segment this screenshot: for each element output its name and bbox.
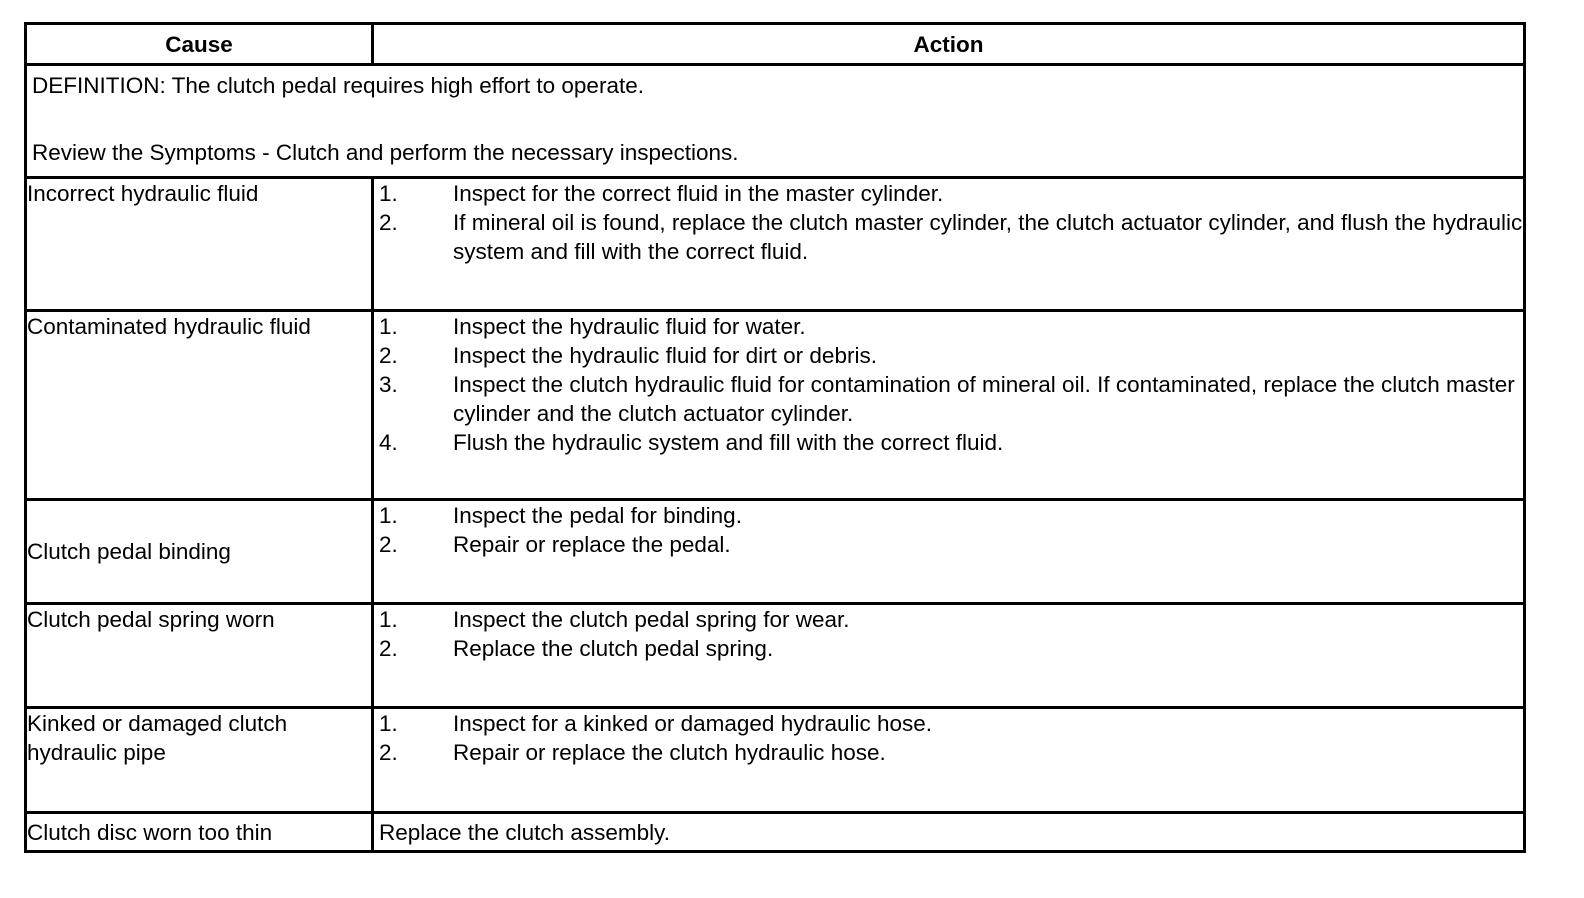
action-cell [373,178,1525,311]
action-cell [373,708,1525,813]
diagnostic-table [24,22,1526,853]
step-number: 2. [379,740,398,765]
action-step [374,428,1523,457]
step-number: 1. [379,503,398,528]
step-text: Inspect the clutch pedal spring for wear. [453,607,850,632]
action-steps [374,312,1523,457]
cause-cell: Kinked or damaged clutch hydraulic pipe [26,708,373,813]
cause-cell: Clutch pedal binding [26,500,373,604]
action-step [374,501,1523,530]
step-text: Flush the hydraulic system and fill with the correct fluid. [453,430,1004,455]
action-step [374,370,1523,428]
cause-cell: Contaminated hydraulic fluid [26,311,373,500]
cause-cell: Clutch disc worn too thin [26,813,373,852]
step-number: 1. [379,181,398,206]
step-number: 1. [379,314,398,339]
step-number: 3. [379,372,398,397]
step-text: Inspect the hydraulic fluid for water. [453,314,806,339]
action-steps [374,501,1523,559]
step-text: If mineral oil is found, replace the clutch master cylinder, the clutch actuator cylinder, and flush the hydraulic system and fill with the correct fluid. [453,210,1523,264]
action-step [374,312,1523,341]
action-cell [373,604,1525,708]
step-number: 2. [379,210,398,235]
step-text: Inspect the hydraulic fluid for dirt or debris. [453,343,877,368]
action-step [374,208,1523,266]
table-row [26,813,1525,852]
definition-row [26,65,1525,178]
step-text: Repair or replace the pedal. [453,532,731,557]
action-step [374,634,1523,663]
action-steps [374,709,1523,767]
action-step [374,341,1523,370]
table-row [26,500,1525,604]
step-text: Inspect for a kinked or damaged hydraulic hose. [453,711,933,736]
action-step [374,738,1523,767]
step-number: 2. [379,636,398,661]
table-row [26,178,1525,311]
review-text: Review the Symptoms - Clutch and perform the necessary inspections. [32,140,739,165]
action-cell [373,311,1525,500]
action-steps [374,179,1523,266]
step-text: Repair or replace the clutch hydraulic hose. [453,740,886,765]
table-row [26,708,1525,813]
action-step [374,605,1523,634]
definition-cell [26,65,1525,178]
cause-cell: Clutch pedal spring worn [26,604,373,708]
table-row [26,604,1525,708]
definition-text: DEFINITION: The clutch pedal requires high effort to operate. [32,73,644,98]
definition-spacer [32,100,1517,138]
step-number: 1. [379,607,398,632]
step-number: 1. [379,711,398,736]
step-number: 2. [379,343,398,368]
step-number: 4. [379,430,398,455]
step-text: Inspect the pedal for binding. [453,503,742,528]
step-number: 2. [379,532,398,557]
action-cell [373,500,1525,604]
table-header-row [26,24,1525,65]
header-cause: Cause [26,24,373,65]
action-step [374,709,1523,738]
table-row [26,311,1525,500]
step-text: Inspect the clutch hydraulic fluid for contamination of mineral oil. If contaminated, replace the clutch master cylinder and the clutch actuator cylinder. [453,372,1515,426]
cause-cell: Incorrect hydraulic fluid [26,178,373,311]
step-text: Replace the clutch pedal spring. [453,636,774,661]
action-steps [374,605,1523,663]
header-action: Action [373,24,1525,65]
action-step [374,530,1523,559]
action-step [374,179,1523,208]
action-cell: Replace the clutch assembly. [373,813,1525,852]
step-text: Inspect for the correct fluid in the master cylinder. [453,181,944,206]
